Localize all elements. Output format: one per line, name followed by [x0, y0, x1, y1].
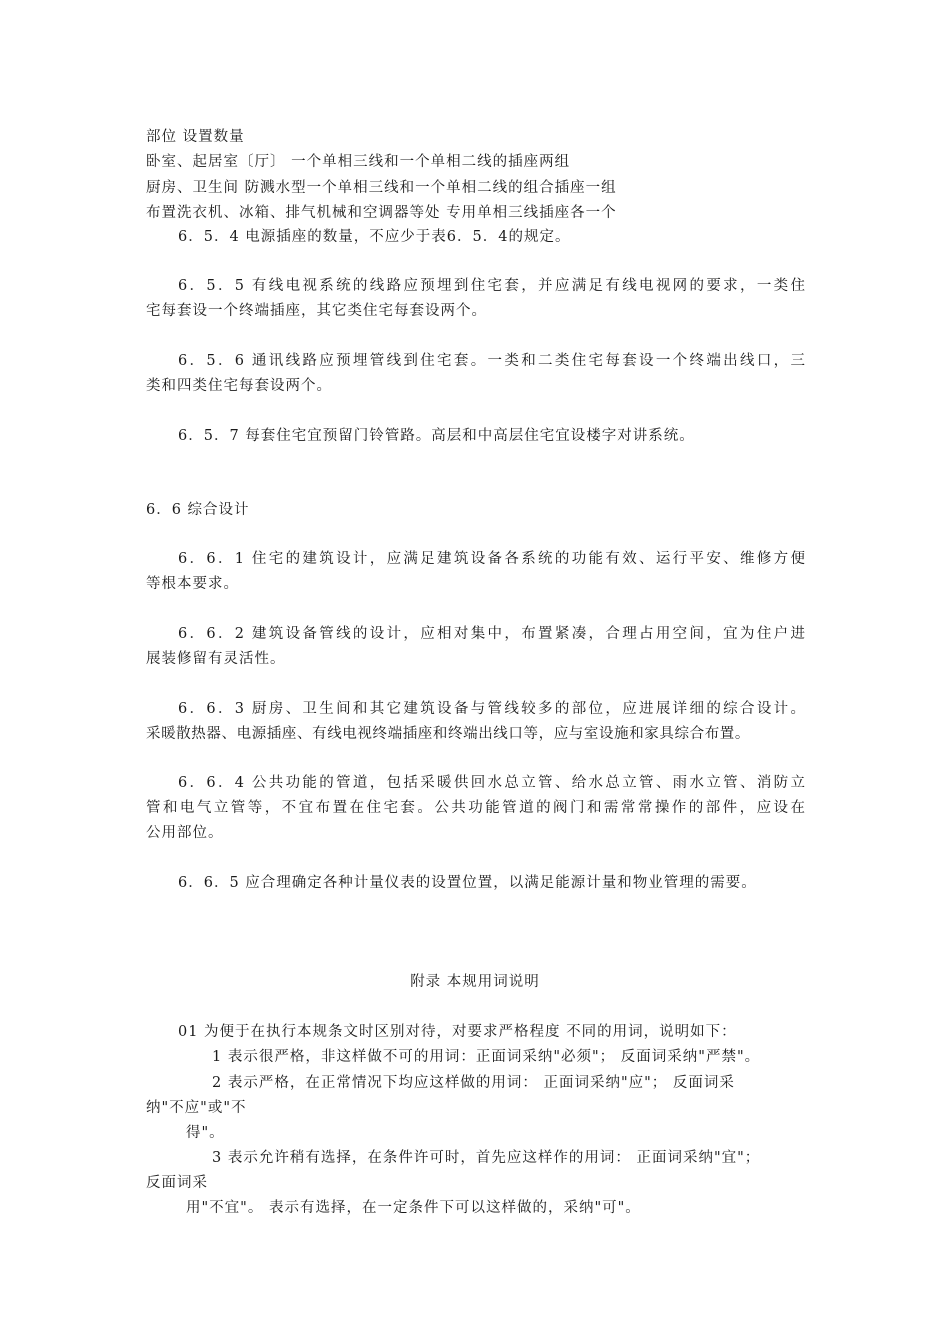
- clause-6-5-4: 6．5．4 电源插座的数量，不应少于表6．5．4的规定。: [178, 229, 571, 245]
- clause-6-5-6-line1: 6．5．6 通讯线路应预埋管线到住宅套。一类和二类住宅每套设一个终端出线口，三: [178, 353, 806, 369]
- appendix-item-3-line1: 3 表示允许稍有选择，在条件许可时，首先应这样作的用词： 正面词采纳"宜"；: [212, 1150, 761, 1166]
- table-row-kitchen: 厨房、卫生间 防溅水型一个单相三线和一个单相二线的组合插座一组: [146, 180, 617, 196]
- clause-6-6-1-line1: 6．6．1 住宅的建筑设计，应满足建筑设备各系统的功能有效、运行平安、维修方便: [178, 551, 806, 567]
- clause-6-6-4-line1: 6．6．4 公共功能的管道，包括采暖供回水总立管、给水总立管、雨水立管、消防立: [178, 775, 806, 791]
- clause-6-6-5: 6．6．5 应合理确定各种计量仪表的设置位置，以满足能源计量和物业管理的需要。: [178, 875, 757, 891]
- table-header: 部位 设置数量: [146, 129, 245, 145]
- appendix-item-3-line2: 反面词采: [146, 1175, 208, 1191]
- appendix-item-2-line1: 2 表示严格，在正常情况下均应这样做的用词： 正面词采纳"应"； 反面词采: [212, 1075, 735, 1091]
- clause-6-6-2-line1: 6．6．2 建筑设备管线的设计，应相对集中，布置紧凑，合理占用空间，宜为住户进: [178, 626, 806, 642]
- appendix-item-2-line3: 得"。: [186, 1125, 225, 1141]
- appendix-item-2-line2: 纳"不应"或"不: [146, 1100, 247, 1116]
- clause-6-5-7: 6．5．7 每套住宅宜预留门铃管路。高层和中高层住宅宜设楼字对讲系统。: [178, 428, 695, 444]
- appendix-item-3-line3: 用"不宜"。 表示有选择，在一定条件下可以这样做的，采纳"可"。: [186, 1200, 641, 1216]
- table-row-bedroom: 卧室、起居室〔厅〕 一个单相三线和一个单相二线的插座两组: [146, 154, 571, 170]
- clause-6-6-3-line2: 采暖散热器、电源插座、有线电视终端插座和终端出线口等，应与室设施和家具综合布置。: [146, 726, 750, 742]
- clause-6-6-1-line2: 等根本要求。: [146, 576, 239, 592]
- appendix-title: 附录 本规用词说明: [410, 974, 540, 990]
- appendix-intro: 01 为便于在执行本规条文时区别对待，对要求严格程度 不同的用词，说明如下：: [178, 1024, 737, 1040]
- clause-6-5-6-line2: 类和四类住宅每套设两个。: [146, 378, 332, 394]
- clause-6-5-5-line2: 宅每套设一个终端插座，其它类住宅每套设两个。: [146, 303, 487, 319]
- clause-6-5-5-line1: 6．5．5 有线电视系统的线路应预埋到住宅套，并应满足有线电视网的要求，一类住: [178, 278, 806, 294]
- section-6-6-heading: 6．6 综合设计: [146, 502, 250, 518]
- clause-6-6-4-line2: 管和电气立管等，不宜布置在住宅套。公共功能管道的阀门和需常常操作的部件，应设在: [146, 800, 806, 816]
- appendix-item-1: 1 表示很严格，非这样做不可的用词：正面词采纳"必须"； 反面词采纳"严禁"。: [212, 1049, 761, 1065]
- clause-6-6-3-line1: 6．6．3 厨房、卫生间和其它建筑设备与管线较多的部位，应进展详细的综合设计。: [178, 701, 806, 717]
- clause-6-6-4-line3: 公用部位。: [146, 825, 224, 841]
- table-row-appliances: 布置洗衣机、冰箱、排气机械和空调器等处 专用单相三线插座各一个: [146, 205, 617, 221]
- clause-6-6-2-line2: 展装修留有灵活性。: [146, 651, 286, 667]
